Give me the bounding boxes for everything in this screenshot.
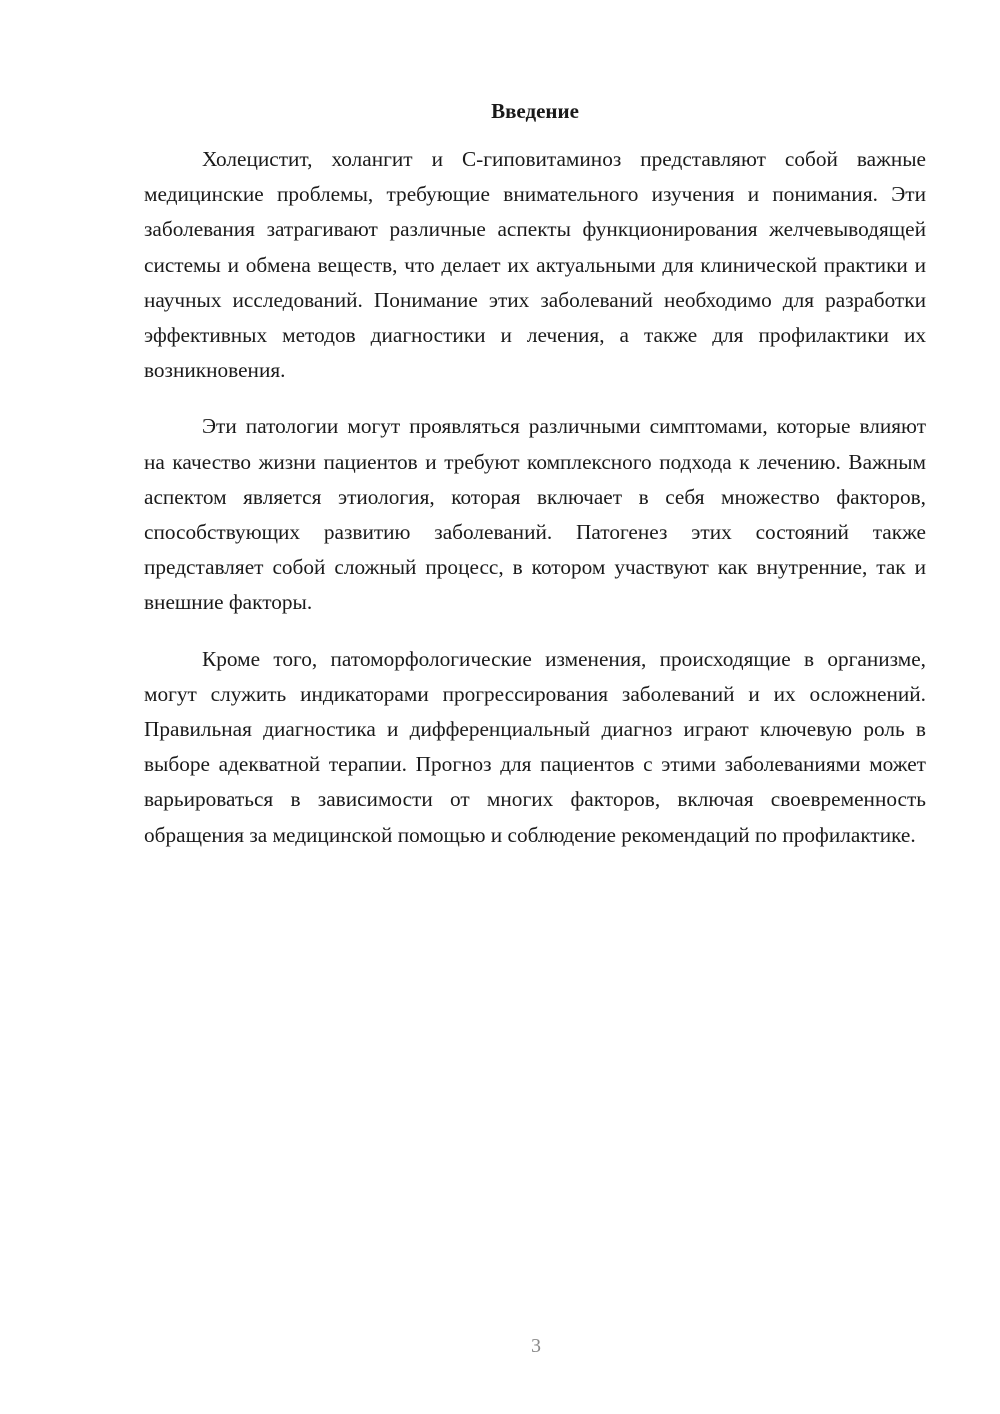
paragraph-1: Холецистит, холангит и С-гиповитаминоз представляют собой важные медицинские проблемы, требующие внимательного изучения и понимания. Эти заболевания затрагивают различные аспекты функционирования желчевыводящей системы и обмена веществ, что делает их актуальными для клинической практики и научных исследований. Понимание этих заболеваний необходимо для разработки эффективных методов диагностики и лечения, а также для профилактики их возникновения. [144,147,926,383]
body-text [144,142,926,874]
page-number: 3 [531,1335,541,1357]
paragraph-3: Кроме того, патоморфологические изменения, происходящие в организме, могут служить индикаторами прогрессирования заболеваний и их осложнений. Правильная диагностика и дифференциальный диагноз играют ключевую роль в выборе адекватной терапии. Прогноз для пациентов с этими заболеваниями может варьироваться в зависимости от многих факторов, включая своевременность обращения за медицинской помощью и соблюдение рекомендаций по профилактике. [144,646,926,847]
paragraph-2: Эти патологии могут проявляться различными симптомами, которые влияют на качество жизни пациентов и требуют комплексного подхода к лечению. Важным аспектом является этиология, которая включает в себя множество факторов, способствующих развитию заболеваний. Патогенез этих состояний также представляет собой сложный процесс, в котором участвуют как внутренние, так и внешние факторы. [144,414,926,615]
section-title: Введение [491,99,579,123]
